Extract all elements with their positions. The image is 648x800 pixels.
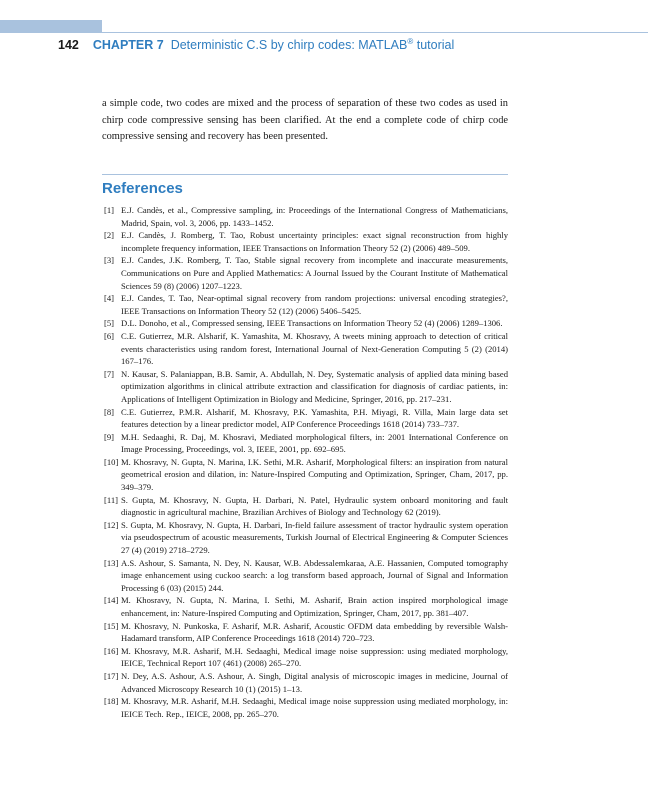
header-rule: [0, 32, 648, 33]
references-heading: References: [102, 180, 183, 197]
reference-number: [18]: [104, 696, 119, 707]
reference-item: [104, 494, 508, 519]
reference-text: M. Khosravy, M.R. Asharif, M.H. Sedaaghi, Medical image noise suppression using mediated morphology, in: IEICE Tech. Rep., IEICE, 2008, pp. 265–270.: [121, 696, 508, 719]
reference-item: [104, 330, 508, 368]
reference-item: [104, 406, 508, 431]
reference-text: E.J. Candes, T. Tao, Near-optimal signal recovery from random projections: universal encoding strategies?, IEEE Transactions on Information Theory 52 (12) (2006) 5406–5425.: [121, 293, 508, 316]
reference-item: [104, 670, 508, 695]
reference-number: [7]: [104, 368, 115, 379]
reference-item: [104, 254, 508, 292]
reference-item: [104, 204, 508, 229]
registered-mark: ®: [407, 37, 414, 46]
reference-text: M. Khosravy, N. Gupta, N. Marina, I. Sethi, M. Asharif, Brain action inspired morphological image enhancement, in: Nature-Inspired Computing and Optimization, Springer, Cham, 2017, pp. 381–407.: [121, 595, 508, 618]
reference-text: E.J. Candès, J. Romberg, T. Tao, Robust uncertainty principles: exact signal reconstruction from highly incomplete frequency information, IEEE Transactions on Information Theory 52 (2) (2006) 489–509.: [121, 230, 508, 253]
reference-text: N. Dey, A.S. Ashour, A.S. Ashour, A. Singh, Digital analysis of microscopic images in medicine, Journal of Advanced Microscopy Research 10 (1) (2015) 1–13.: [121, 670, 508, 694]
running-head: [58, 38, 454, 52]
references-list: [104, 204, 508, 720]
reference-number: [15]: [104, 620, 119, 631]
reference-item: [104, 317, 508, 330]
chapter-label: CHAPTER 7: [92, 38, 164, 52]
reference-item: [104, 456, 508, 494]
reference-text: M.H. Sedaaghi, R. Daj, M. Khosravi, Mediated morphological filters, in: 2001 International Conference on Image Processing, Proceedings, vol. 3, IEEE, 2001, pp. 692–695.: [121, 431, 508, 455]
reference-item: [104, 645, 508, 670]
header-accent-bar: [0, 20, 102, 32]
reference-number: [10]: [104, 456, 119, 467]
reference-number: [13]: [104, 557, 119, 568]
references-rule: [102, 174, 508, 175]
reference-item: [104, 594, 508, 619]
reference-number: [14]: [104, 595, 119, 606]
reference-item: [104, 557, 508, 595]
reference-item: [104, 431, 508, 456]
reference-text: C.E. Gutierrez, P.M.R. Alsharif, M. Khosravy, P.K. Yamashita, P.H. Miyagi, R. Villa, Main large data set features detection by a linear predictor model, AIP Conference Proceedings 1618 (2014) 733–737.: [121, 406, 508, 430]
reference-item: [104, 519, 508, 557]
reference-text: E.J. Candès, et al., Compressive sampling, in: Proceedings of the International Congress of Mathematicians, Madrid, Spain, vol. 3, 2006, pp. 1433–1452.: [121, 205, 508, 228]
reference-text: E.J. Candes, J.K. Romberg, T. Tao, Stable signal recovery from incomplete and inaccurate measurements, Communications on Pure and Applied Mathematics: A Journal Issued by the Courant Institute of Mathematical Sciences 59 (8) (2006) 1207–1223.: [121, 255, 508, 291]
reference-text: N. Kausar, S. Palaniappan, B.B. Samir, A. Abdullah, N. Dey, Systematic analysis of applied data mining based optimization algorithms in clinical attribute extraction and classification for diagnosis of cardiac patients, in: Applications of Intelligent Optimization in Biology and Medicine, Springer, 2016, pp. 217–231.: [121, 368, 508, 404]
reference-text: M. Khosravy, N. Gupta, N. Marina, I.K. Sethi, M.R. Asharif, Morphological filters: an inspiration from natural geometrical erosion and dilation, in: Nature-Inspired Computing and Optimization, Springer, Cham, 2017, pp. 349–379.: [121, 456, 508, 493]
reference-item: [104, 695, 508, 720]
reference-item: [104, 620, 508, 645]
reference-text: D.L. Donoho, et al., Compressed sensing, IEEE Transactions on Information Theory 52 (4) (2006) 1289–1306.: [121, 318, 503, 329]
reference-item: [104, 292, 508, 317]
reference-text: S. Gupta, M. Khosravy, N. Gupta, H. Darbari, In-field failure assessment of tractor hydraulic system operation via pseudospectrum of acoustic measurements, Turkish Journal of Electrical Engineering & Computer Sciences 27 (4) (2019) 2718–2729.: [121, 519, 508, 556]
reference-text: A.S. Ashour, S. Samanta, N. Dey, N. Kausar, W.B. Abdessalemkaraa, A.E. Hassanien, Computed tomography image enhancement using cuckoo search: a log transform based approach, Journal of Signal and Information Processing 6 (03) (2015) 244.: [121, 557, 508, 593]
page-number: 142: [58, 38, 79, 52]
reference-number: [2]: [104, 230, 115, 241]
chapter-title-suffix: tutorial: [413, 38, 455, 52]
reference-number: [8]: [104, 406, 115, 417]
reference-number: [11]: [104, 494, 118, 505]
reference-item: [104, 368, 508, 406]
reference-text: C.E. Gutierrez, M.R. Alsharif, K. Yamashita, M. Khosravy, A tweets mining approach to detection of critical events characteristics using random forest, International Journal of Next-Generation Computing 5 (2) (2014) 167–176.: [121, 330, 508, 367]
reference-number: [12]: [104, 519, 119, 530]
chapter-title-text: Deterministic C.S by chirp codes: MATLAB: [170, 38, 408, 52]
reference-item: [104, 229, 508, 254]
reference-text: M. Khosravy, N. Punkoska, F. Asharif, M.R. Asharif, Acoustic OFDM data embedding by reversible Walsh-Hadamard transform, AIP Conference Proceedings 1618 (2014) 720–723.: [121, 620, 508, 644]
reference-number: [3]: [104, 255, 115, 266]
reference-number: [16]: [104, 645, 119, 656]
body-paragraph: a simple code, two codes are mixed and the process of separation of these two codes as used in chirp code compressive sensing has been clarified. At the end a complete code of chirp code compressive sensing and recovery has been presented.: [102, 98, 508, 142]
reference-number: [6]: [104, 330, 115, 341]
reference-text: M. Khosravy, M.R. Asharif, M.H. Sedaaghi, Medical image noise suppression: using mediated morphology, IEICE, Technical Report 107 (461) (2008) 265–270.: [121, 645, 508, 669]
chapter-title: [171, 38, 455, 52]
reference-text: S. Gupta, M. Khosravy, N. Gupta, H. Darbari, N. Patel, Hydraulic system onboard monitoring and fault diagnostic in agricultural machine, Brazilian Archives of Biology and Technology 62 (2019).: [121, 494, 508, 518]
reference-number: [17]: [104, 670, 119, 681]
reference-number: [5]: [104, 318, 115, 329]
reference-number: [9]: [104, 431, 115, 442]
reference-number: [4]: [104, 293, 115, 304]
reference-number: [1]: [104, 205, 115, 215]
